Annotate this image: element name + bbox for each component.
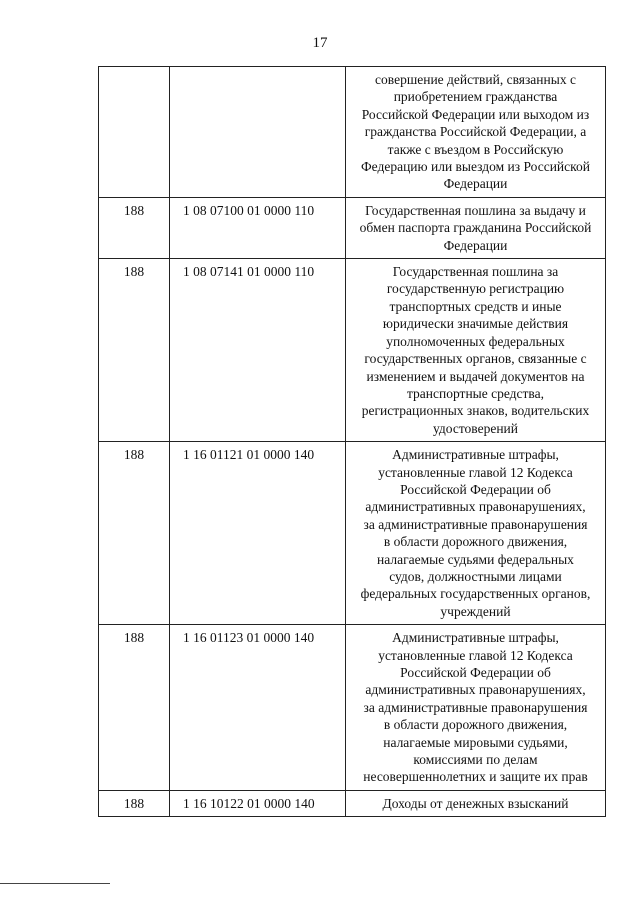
- description-line: Государственная пошлина за выдачу и: [365, 202, 586, 218]
- description-line: в области дорожного движения,: [383, 717, 568, 733]
- description-cell: [346, 197, 606, 258]
- description-line: федеральных государственных органов,: [360, 586, 591, 602]
- admin-code-cell: 188: [99, 259, 170, 442]
- kbk-code-cell: 1 08 07100 01 0000 110: [170, 197, 346, 258]
- description-line: транспортные средства,: [406, 385, 544, 401]
- description-line: Административные штрафы,: [392, 630, 559, 646]
- description-line: совершение действий, связанных с: [375, 72, 576, 87]
- description-line: Федерацию или выездом из Российской: [361, 159, 590, 175]
- description-line: удостоверений: [432, 420, 519, 436]
- description-cell: [346, 67, 606, 198]
- description-line: за административные правонарушения: [363, 699, 588, 715]
- description-line: Российской Федерации об: [400, 665, 551, 680]
- kbk-code-cell: 1 16 01121 01 0000 140: [170, 442, 346, 625]
- description-line: налагаемые мировыми судьями,: [383, 734, 568, 750]
- description-line: обмен паспорта гражданина Российской: [359, 220, 592, 236]
- description-line: Российской Федерации об: [400, 481, 551, 497]
- description-line: в области дорожного движения,: [383, 534, 568, 550]
- table-row: [99, 625, 606, 791]
- kbk-code-cell: 1 16 10122 01 0000 140: [170, 790, 346, 816]
- description-cell: [346, 790, 606, 816]
- description-line: несовершеннолетних и защите их прав: [363, 769, 588, 785]
- description-line: административных правонарушениях,: [365, 499, 586, 515]
- table-row: [99, 67, 606, 198]
- description-line: Государственная пошлина за: [392, 264, 559, 280]
- footnote-separator-line: [0, 883, 110, 884]
- description-line: установленные главой 12 Кодекса: [378, 647, 573, 663]
- description-cell: [346, 442, 606, 625]
- description-line: учреждений: [440, 603, 511, 619]
- description-line: установленные главой 12 Кодекса: [378, 464, 573, 480]
- description-line: Российской Федерации или выходом из: [361, 106, 590, 122]
- admin-code-cell: 188: [99, 442, 170, 625]
- description-line: Административные штрафы,: [392, 447, 559, 463]
- description-line: также с въездом в Российскую: [387, 141, 564, 157]
- table-row: [99, 442, 606, 625]
- description-line: уполномоченных федеральных: [386, 333, 565, 349]
- description-line: транспортных средств и иные: [389, 298, 562, 314]
- description-line: судов, должностными лицами: [389, 568, 562, 584]
- description-line: Федерации: [443, 237, 508, 253]
- admin-code-cell: [99, 67, 170, 198]
- description-line: государственную регистрацию: [386, 281, 565, 297]
- kbk-code-cell: 1 16 01123 01 0000 140: [170, 625, 346, 791]
- description-cell: [346, 625, 606, 791]
- table-row: [99, 259, 606, 442]
- description-cell: [346, 259, 606, 442]
- description-line: Доходы от денежных взысканий: [382, 795, 569, 811]
- admin-code-cell: 188: [99, 625, 170, 791]
- description-line: юридически значимые действия: [382, 316, 569, 332]
- description-line: гражданства Российской Федерации, а: [364, 124, 587, 140]
- page-number: 17: [312, 35, 328, 51]
- admin-code-cell: 188: [99, 790, 170, 816]
- kbk-code-cell: 1 08 07141 01 0000 110: [170, 259, 346, 442]
- description-line: за административные правонарушения: [363, 516, 588, 532]
- description-line: налагаемые судьями федеральных: [377, 551, 574, 567]
- description-line: приобретением гражданства: [393, 89, 558, 105]
- table-body: [99, 67, 606, 817]
- description-line: комиссиями по делам: [413, 752, 538, 768]
- description-line: административных правонарушениях,: [365, 682, 586, 698]
- table-row: [99, 790, 606, 816]
- description-line: регистрационных знаков, водительских: [361, 403, 590, 419]
- description-line: изменением и выдачей документов на: [366, 368, 585, 384]
- admin-code-cell: 188: [99, 197, 170, 258]
- revenue-codes-table: [98, 66, 606, 817]
- kbk-code-cell: [170, 67, 346, 198]
- description-line: государственных органов, связанные с: [364, 351, 587, 367]
- table-row: [99, 197, 606, 258]
- description-line: Федерации: [443, 176, 508, 192]
